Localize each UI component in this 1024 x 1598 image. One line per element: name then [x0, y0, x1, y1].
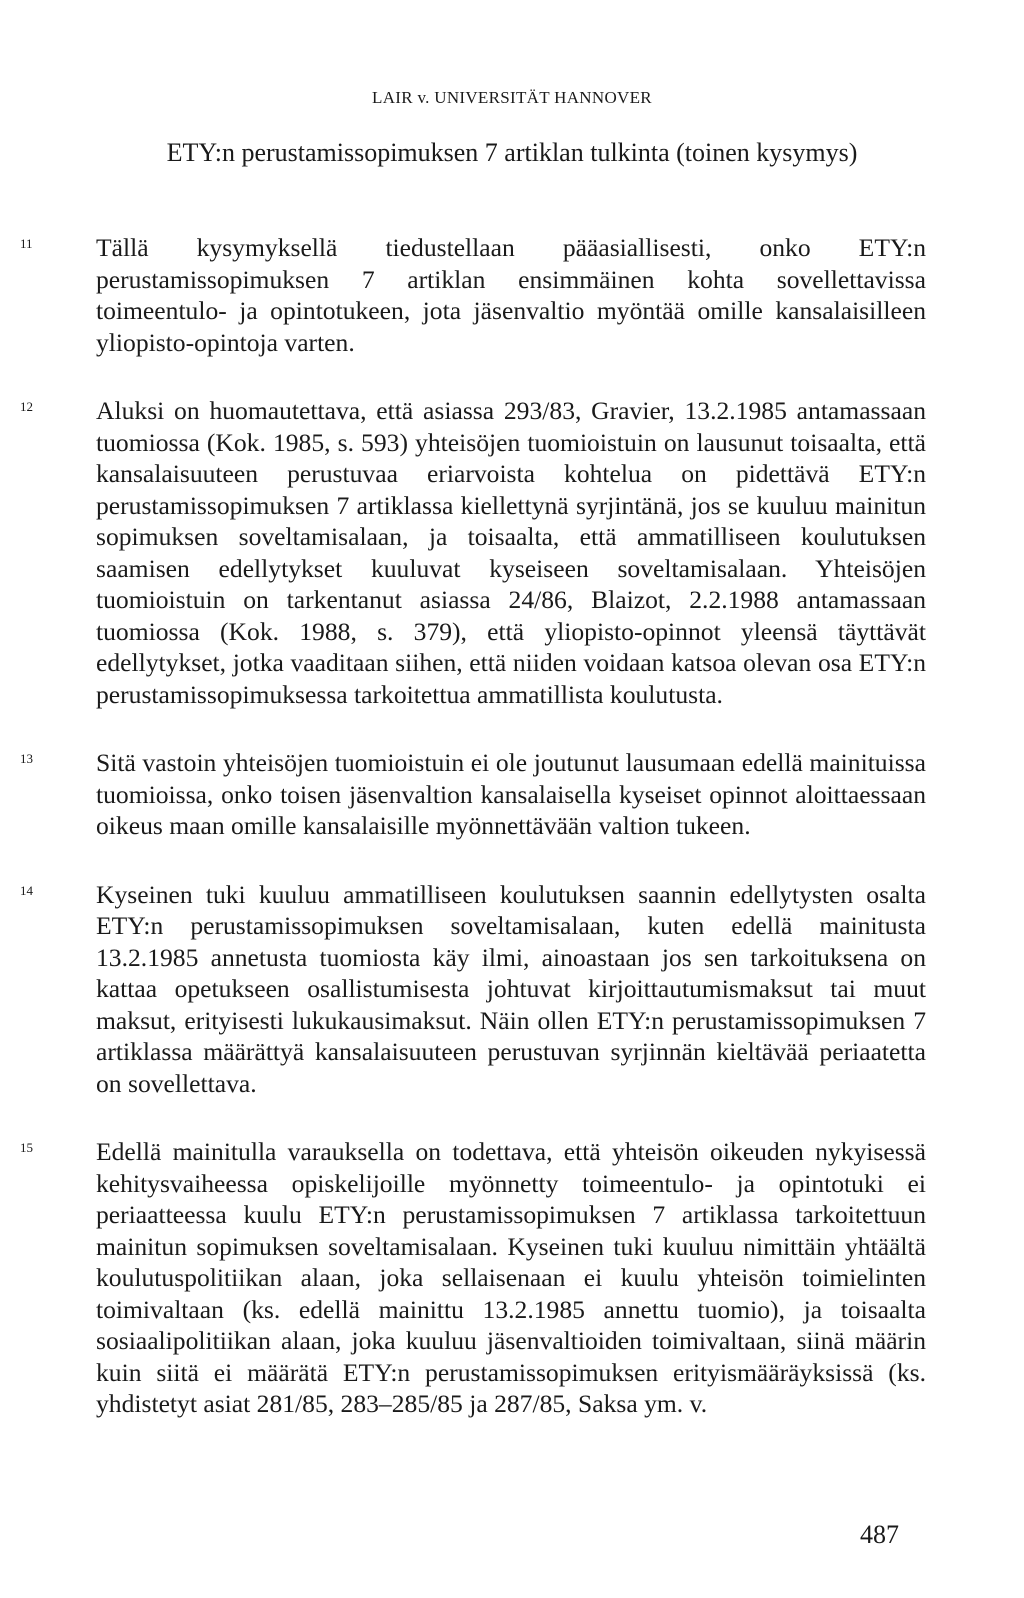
paragraph-13 — [0, 747, 1024, 842]
paragraph-12 — [0, 395, 1024, 710]
paragraph-text: Sitä vastoin yhteisöjen tuomioistuin ei ole joutunut lausumaan edellä mainituissa tuomioissa, onko toisen jäsenvaltion kansalaisella kyseiset opinnot aloittaessaan oikeus maan omille kansalaisille myönnettävään valtion tukeen. — [96, 748, 926, 840]
paragraph-number: 11 — [20, 236, 33, 251]
paragraph-number: 15 — [20, 1140, 33, 1155]
running-head: LAIR v. UNIVERSITÄT HANNOVER — [372, 88, 652, 107]
paragraph-number: 12 — [20, 399, 33, 414]
paragraph-text: Aluksi on huomautettava, että asiassa 293/83, Gravier, 13.2.1985 antamassaan tuomiossa (Kok. 1985, s. 593) yhteisöjen tuomioistuin on lausunut toisaalta, että kansalaisuuteen perustuvaa eriarvoista kohtelua on pidettävä ETY:n perustamissopimuksen 7 artiklassa kiellettynä syrjintänä, jos se kuuluu mainitun sopimuksen soveltamisalaan, ja toisaalta, että ammatilliseen koulutuksen saamisen edellytykset kuuluvat kyseiseen soveltamisalaan. Yhteisöjen tuomioistuin on tarkentanut asiassa 24/86, Blaizot, 2.2.1988 antamassaan tuomiossa (Kok. 1988, s. 379), että yliopisto-opinnot yleensä täyttävät edellytykset, jotka vaaditaan siihen, että niiden voidaan katsoa olevan osa ETY:n perustamissopimuksessa tarkoitettua ammatillista koulutusta. — [96, 396, 926, 709]
paragraph-number: 13 — [20, 751, 33, 766]
paragraph-14 — [0, 879, 1024, 1100]
paragraph-text: Tällä kysymyksellä tiedustellaan pääasiallisesti, onko ETY:n perustamissopimuksen 7 artiklan ensimmäinen kohta sovellettavissa toimeentulo- ja opintotukeen, jota jäsenvaltio myöntää omille kansalaisilleen yliopisto-opintoja varten. — [96, 233, 926, 357]
paragraph-15 — [0, 1136, 1024, 1420]
paragraph-number: 14 — [20, 882, 33, 898]
paragraph-text: Kyseinen tuki kuuluu ammatilliseen koulutuksen saannin edellytysten osalta ETY:n perustamissopimuksen soveltamisalaan, kuten edellä mainitusta 13.2.1985 annetusta tuomiosta käy ilmi, ainoastaan jos sen tarkoituksena on kattaa opetukseen osallistumisesta johtuvat kirjoittautumismaksut tai muut maksut, erityisesti lukukausimaksut. Näin ollen ETY:n perustamissopimuksen 7 artiklassa määrättyä kansalaisuuteen perustuvan syrjinnän kieltävää periaatetta on sovellettava. — [96, 879, 926, 1098]
page-number: 487 — [860, 1520, 899, 1549]
paragraph-11 — [0, 232, 1024, 358]
body-text — [0, 232, 1024, 1457]
paragraph-text: Edellä mainitulla varauksella on todettava, että yhteisön oikeuden nykyisessä kehitysvaiheessa opiskelijoille myönnetty toimeentulo- ja opintotuki ei periaatteessa kuulu ETY:n perustamissopimuksen 7 artiklassa tarkoitettuun mainitun sopimuksen soveltamisalaan. Kyseinen tuki kuuluu nimittäin yhtäältä koulutuspolitiikan alaan, joka sellaisenaan ei kuulu yhteisön toimielinten toimivaltaan (ks. edellä mainittu 13.2.1985 annettu tuomio), ja toisaalta sosiaalipolitiikan alaan, joka kuuluu jäsenvaltioiden toimivaltaan, siinä määrin kuin siitä ei määrätä ETY:n perustamissopimuksen erityismääräyksissä (ks. yhdistetyt asiat 281/85, 283–285/85 ja 287/85, Saksa ym. v. — [96, 1137, 926, 1418]
section-title: ETY:n perustamissopimuksen 7 artiklan tulkinta (toinen kysymys) — [166, 138, 858, 167]
